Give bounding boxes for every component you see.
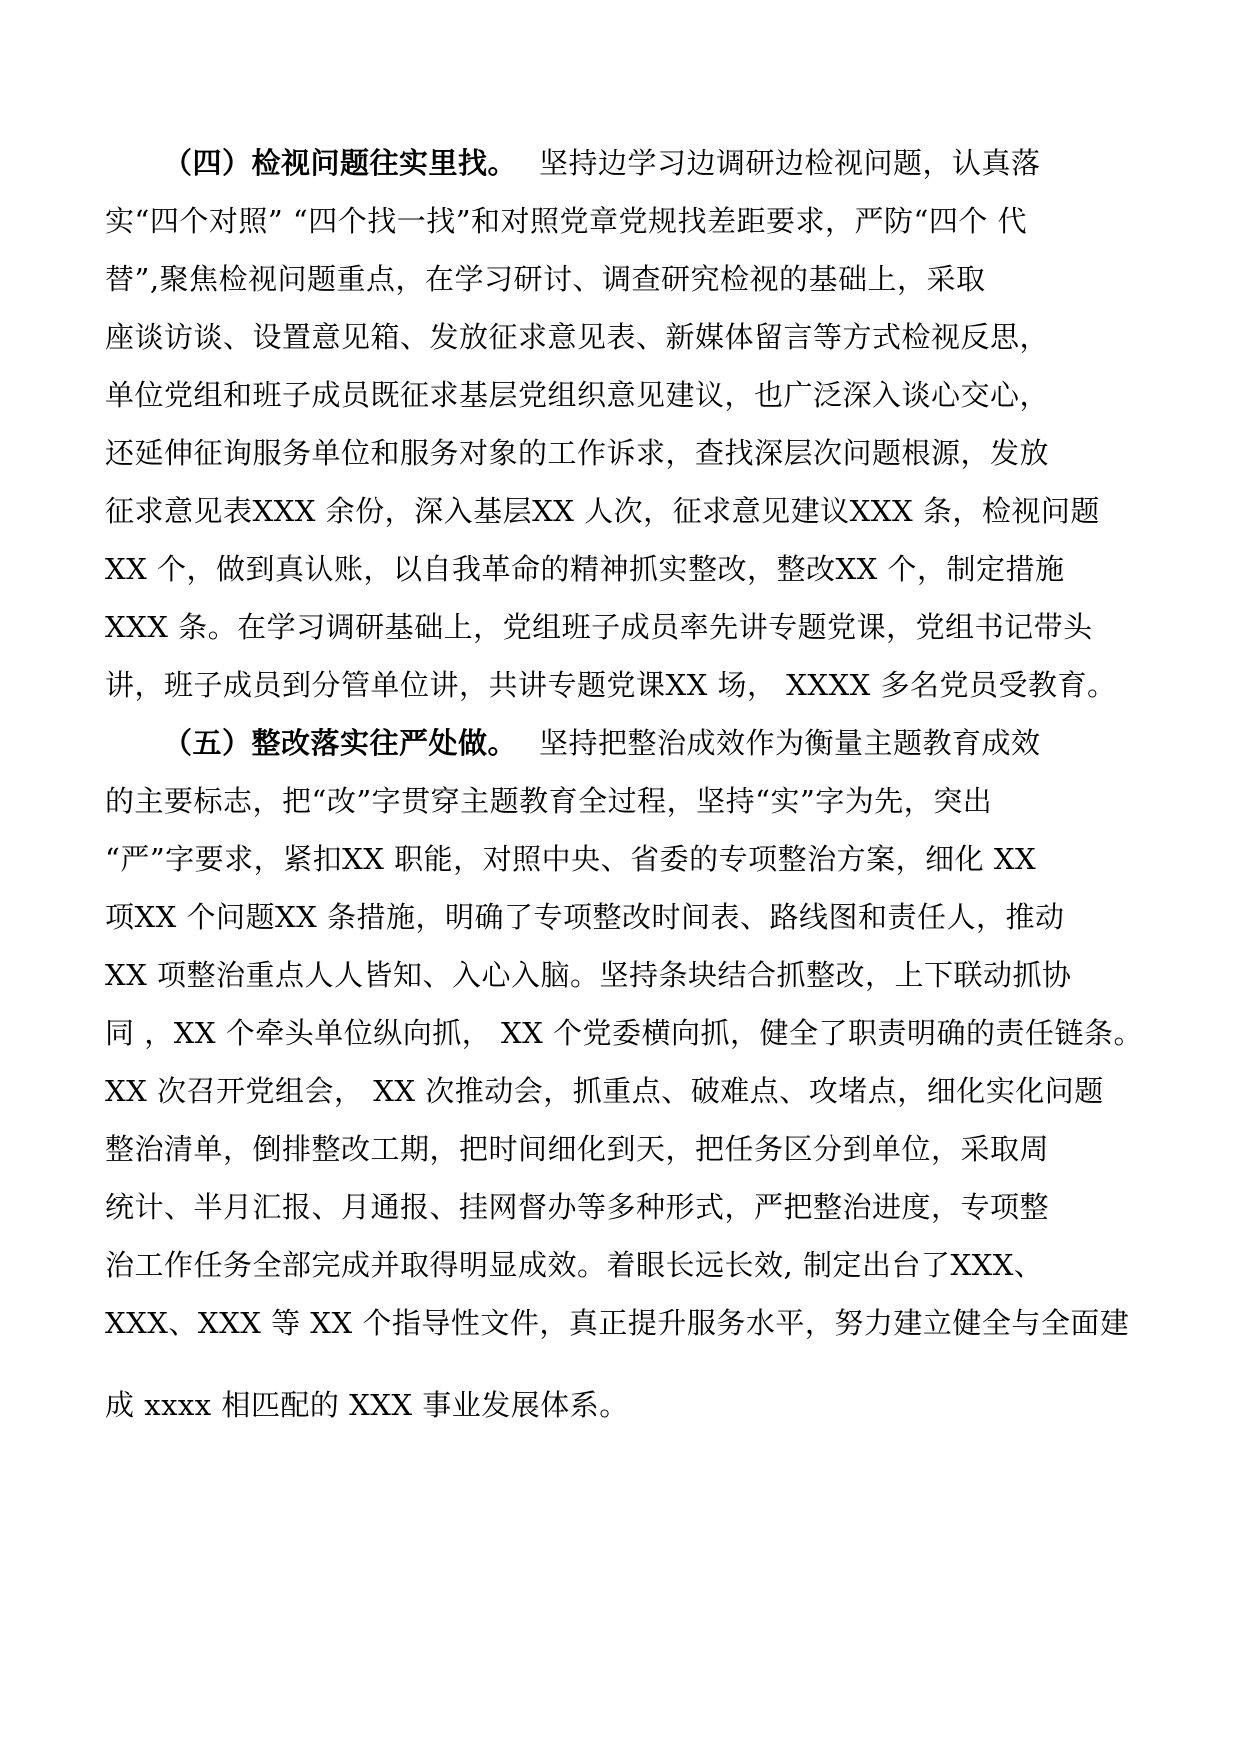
paragraph-line: 成 xxxx 相匹配的 XXX 事业发展体系。 — [105, 1388, 629, 1422]
paragraph-line: 同 ，XX 个牵头单位纵向抓， XX 个党委横向抓，健全了职责明确的责任链条。 — [105, 1016, 1143, 1050]
paragraph-line: 座谈访谈、设置意见箱、发放征求意见表、新媒体留言等方式检视反思， — [105, 320, 1050, 354]
paragraph-line: 治工作任务全部完成并取得明显成效。着眼长远长效, 制定出台了XXX、 — [105, 1248, 1044, 1282]
paragraph-line: XXX 条。在学习调研基础上，党组班子成员率先讲专题党课，党组书记带头 — [105, 610, 1093, 644]
paragraph-line: 整治清单，倒排整改工期，把时间细化到天，把任务区分到单位，采取周 — [105, 1132, 1050, 1166]
paragraph-line: “严”字要求，紧扣XX 职能，对照中央、省委的专项整治方案，细化 XX — [105, 842, 1037, 876]
paragraph-text: 坚持边学习边调研边检视问题，认真落 — [539, 146, 1041, 180]
paragraph-line: XX 个，做到真认账，以自我革命的精神抓实整改，整改XX 个，制定措施 — [105, 552, 1065, 586]
paragraph-line — [105, 714, 1155, 772]
section-5-paragraph — [105, 714, 1155, 1434]
paragraph-line — [105, 134, 1155, 192]
paragraph-line: 的主要标志，把“改”字贯穿主题教育全过程，坚持“实”字为先，突出 — [105, 784, 993, 818]
paragraph-line: 还延伸征询服务单位和服务对象的工作诉求，查找深层次问题根源，发放 — [105, 436, 1050, 470]
paragraph-line: 单位党组和班子成员既征求基层党组织意见建议，也广泛深入谈心交心， — [105, 378, 1050, 412]
paragraph-line: XX 次召开党组会， XX 次推动会，抓重点、破难点、攻堵点，细化实化问题 — [105, 1074, 1104, 1108]
paragraph-line: XXX、XXX 等 XX 个指导性文件，真正提升服务水平，努力建立健全与全面建 — [105, 1306, 1130, 1340]
paragraph-line: 实“四个对照” “四个找一找”和对照党章党规找差距要求，严防“四个 代 — [105, 204, 1028, 238]
paragraph-text: 坚持把整治成效作为衡量主题教育成效 — [539, 726, 1041, 760]
paragraph-line: 征求意见表XXX 余份，深入基层XX 人次，征求意见建议XXX 条，检视问题 — [105, 494, 1100, 528]
paragraph-line: 项XX 个问题XX 条措施，明确了专项整改时间表、路线图和责任人，推动 — [105, 900, 1065, 934]
paragraph-line: 统计、半月汇报、月通报、挂网督办等多种形式，严把整治进度，专项整 — [105, 1190, 1050, 1224]
paragraph-line: 讲，班子成员到分管单位讲，共讲专题党课XX 场， XXXX 多名党员受教育。 — [105, 668, 1117, 702]
section-4-paragraph — [105, 134, 1155, 714]
section-5-heading: （五）整改落实往严处做。 — [163, 726, 518, 760]
paragraph-line: XX 项整治重点人人皆知、入心入脑。坚持条块结合抓整改，上下联动抓协 — [105, 958, 1072, 992]
paragraph-line: 替”,聚焦检视问题重点，在学习研讨、调查研究检视的基础上，采取 — [105, 262, 986, 296]
section-4-heading: （四）检视问题往实里找。 — [163, 146, 518, 180]
